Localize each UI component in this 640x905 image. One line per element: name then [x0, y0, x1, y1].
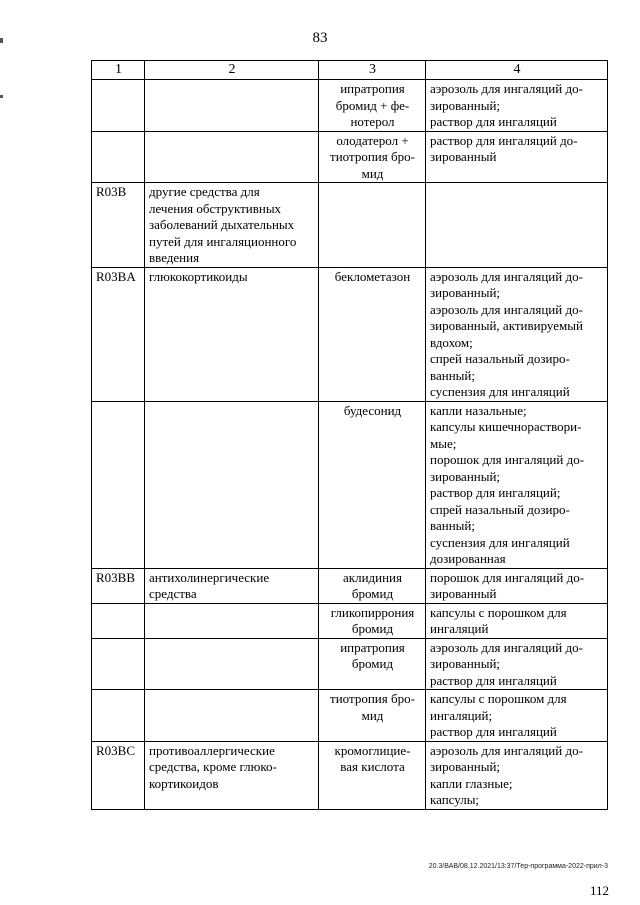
drug-name-cell — [319, 690, 426, 742]
cell-text-line: ипратропия — [340, 639, 405, 655]
cell-text-line: раствор для ингаляций; — [430, 485, 561, 500]
cell-text-line: аэрозоль для ингаляций до- — [430, 81, 583, 96]
table-row — [92, 603, 608, 638]
atc-code-cell — [92, 638, 145, 690]
group-name-cell — [145, 401, 319, 568]
group-name-cell — [145, 690, 319, 742]
drug-name-cell — [319, 267, 426, 401]
cell-text-line: глюкокортикоиды — [149, 268, 248, 284]
column-header: 1 — [92, 61, 145, 80]
cell-text-line: средства, кроме глюко- — [149, 759, 277, 774]
cell-text-line: будесонид — [343, 402, 402, 418]
cell-text-line: зированный, активируемый — [430, 318, 583, 333]
drug-name-cell — [319, 183, 426, 268]
cell-text-line: аклидиния — [343, 569, 402, 585]
dosage-form-cell — [426, 80, 608, 132]
cell-text-line: мид — [361, 165, 384, 181]
cell-text-line: ингаляций — [430, 621, 489, 636]
group-name-cell — [145, 183, 319, 268]
table-header-row — [92, 61, 608, 80]
cell-text-line: бромид + фе- — [335, 97, 410, 113]
cell-text-line: зированный; — [430, 759, 501, 774]
table-row — [92, 568, 608, 603]
table-row — [92, 183, 608, 268]
cell-text-line: суспензия для ингаляций — [430, 534, 570, 550]
dosage-form-cell — [426, 183, 608, 268]
cell-text-line: беклометазон — [334, 268, 411, 284]
cell-text-line: вая кислота — [340, 759, 405, 774]
dosage-form-cell — [426, 603, 608, 638]
atc-code: R03BB — [96, 569, 136, 585]
drug-name-cell — [319, 603, 426, 638]
cell-text-line: мые; — [430, 435, 457, 451]
dosage-form-cell — [426, 638, 608, 690]
drug-name-cell — [319, 131, 426, 183]
table-row — [92, 741, 608, 809]
cell-text-line: аэрозоль для ингаляций до- — [430, 639, 583, 655]
table-row — [92, 690, 608, 742]
cell-text-line: лечения обструктивных — [149, 200, 282, 216]
dosage-form-cell — [426, 131, 608, 183]
group-name-cell — [145, 568, 319, 603]
cell-text-line: зированный; — [430, 656, 501, 671]
drug-name-cell — [319, 568, 426, 603]
drug-table — [91, 60, 608, 810]
cell-text-line: антихолинергические — [149, 569, 270, 585]
cell-text-line: введения — [149, 250, 200, 265]
atc-code-cell — [92, 183, 145, 268]
scan-edge-mark — [0, 38, 3, 43]
atc-code-cell — [92, 690, 145, 742]
dosage-form-cell — [426, 401, 608, 568]
cell-text-line: зированный; — [430, 285, 501, 300]
table-body — [92, 80, 608, 810]
cell-text-line: суспензия для ингаляций — [430, 384, 570, 399]
cell-text-line: зированный — [430, 149, 497, 164]
cell-text-line: раствор для ингаляций — [430, 724, 557, 739]
cell-text-line: раствор для ингаляций — [430, 672, 557, 688]
cell-text-line: ванный; — [430, 518, 475, 533]
cell-text-line: вдохом; — [430, 334, 473, 350]
dosage-form-cell — [426, 741, 608, 809]
page-number-top: 83 — [312, 30, 328, 46]
atc-code-cell — [92, 603, 145, 638]
cell-text-line: ингаляций; — [430, 707, 493, 723]
cell-text-line: капли глазные; — [430, 775, 513, 791]
atc-code: R03B — [96, 184, 127, 199]
cell-text-line: капсулы; — [430, 792, 480, 807]
atc-code-cell — [92, 80, 145, 132]
cell-text-line: путей для ингаляционного — [149, 233, 297, 249]
cell-text-line: капсулы с порошком для — [430, 691, 567, 706]
scan-edge-mark — [0, 95, 3, 98]
cell-text-line: олодатерол + — [336, 132, 409, 148]
cell-text-line: аэрозоль для ингаляций до- — [430, 268, 583, 284]
cell-text-line: мид — [361, 707, 384, 723]
cell-text-line: бромид — [351, 656, 394, 671]
atc-code: R03BC — [96, 742, 136, 758]
cell-text-line: порошок для ингаляций до- — [430, 452, 585, 467]
group-name-cell — [145, 267, 319, 401]
dosage-form-cell — [426, 690, 608, 742]
cell-text-line: кромоглицие- — [334, 742, 411, 758]
drug-name-cell — [319, 401, 426, 568]
group-name-cell — [145, 131, 319, 183]
cell-text-line: порошок для ингаляций до- — [430, 569, 585, 585]
cell-text-line: капсулы с порошком для — [430, 604, 567, 620]
group-name-cell — [145, 603, 319, 638]
cell-text-line: спрей назальный дозиро- — [430, 501, 570, 517]
atc-code-cell — [92, 568, 145, 603]
cell-text-line: противоаллергические — [149, 742, 275, 758]
group-name-cell — [145, 80, 319, 132]
cell-text-line: капли назальные; — [430, 402, 527, 418]
atc-code-cell — [92, 131, 145, 183]
cell-text-line: капсулы кишечнораствори- — [430, 419, 582, 434]
cell-text-line: раствор для ингаляций до- — [430, 132, 578, 148]
table-row — [92, 131, 608, 183]
cell-text-line: гликопиррония — [330, 604, 415, 620]
cell-text-line: ипратропия — [340, 81, 405, 96]
group-name-cell — [145, 741, 319, 809]
drug-name-cell — [319, 638, 426, 690]
table-row — [92, 267, 608, 401]
atc-code-cell — [92, 267, 145, 401]
cell-text-line: аэрозоль для ингаляций до- — [430, 742, 583, 758]
cell-text-line: заболеваний дыхательных — [149, 217, 295, 232]
table-row — [92, 638, 608, 690]
cell-text-line: зированный — [430, 586, 497, 601]
cell-text-line: кортикоидов — [149, 775, 219, 791]
cell-text-line: средства — [149, 586, 197, 601]
cell-text-line: спрей назальный дозиро- — [430, 351, 570, 366]
column-header: 3 — [319, 61, 426, 80]
dosage-form-cell — [426, 267, 608, 401]
dosage-form-cell — [426, 568, 608, 603]
table-row — [92, 401, 608, 568]
cell-text-line: аэрозоль для ингаляций до- — [430, 301, 583, 317]
footer-document-code: 20.3/ВАВ/08.12.2021/13:37/Тер-программа-2022-прил-3 — [428, 863, 608, 870]
cell-text-line: ванный; — [430, 367, 475, 383]
group-name-cell — [145, 638, 319, 690]
column-header: 4 — [426, 61, 608, 80]
cell-text-line: зированный; — [430, 468, 501, 484]
cell-text-line: дозированная — [430, 551, 506, 566]
drug-name-cell — [319, 80, 426, 132]
cell-text-line: другие средства для — [149, 184, 260, 199]
cell-text-line: бромид — [351, 621, 394, 636]
table-row — [92, 80, 608, 132]
page-number-bottom: 112 — [589, 883, 609, 898]
column-header: 2 — [145, 61, 319, 80]
cell-text-line: раствор для ингаляций — [430, 114, 557, 129]
atc-code-cell — [92, 741, 145, 809]
cell-text-line: тиотропия бро- — [330, 691, 415, 706]
atc-code: R03BA — [96, 268, 136, 284]
cell-text-line: бромид — [351, 586, 394, 601]
cell-text-line: нотерол — [350, 114, 395, 129]
drug-name-cell — [319, 741, 426, 809]
cell-text-line: зированный; — [430, 97, 501, 113]
atc-code-cell — [92, 401, 145, 568]
cell-text-line: тиотропия бро- — [330, 149, 415, 164]
